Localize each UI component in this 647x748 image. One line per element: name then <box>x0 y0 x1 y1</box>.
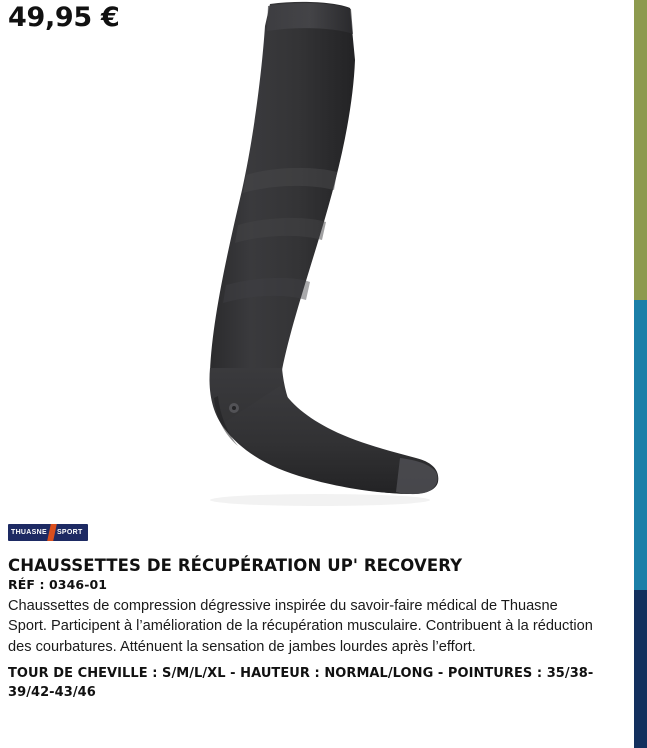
page-edge-color-strip <box>634 0 647 748</box>
edge-strip-segment-olive <box>634 0 647 300</box>
product-reference: RÉF : 0346-01 <box>8 577 108 592</box>
product-specifications: TOUR DE CHEVILLE : S/M/L/XL - HAUTEUR : NORMAL/LONG - POINTURES : 35/38-39/42-43/46 <box>8 666 594 700</box>
brand-logo-sport-label: SPORT <box>56 529 83 536</box>
brand-logo-accent-slash <box>47 524 57 541</box>
product-title: CHAUSSETTES DE RÉCUPÉRATION UP' RECOVERY <box>8 556 463 575</box>
compression-sock-icon <box>150 0 470 520</box>
product-price: 49,95 € <box>8 2 120 33</box>
brand-logo-name: THUASNE <box>11 529 47 536</box>
product-description: Chaussettes de compression dégressive inspirée du savoir-faire médical de Thuasne Sport. Participent à l’amélioration de la récupération musculaire. Contribuent à la réduction des courbatures. Atténuent la sensation de jambes lourdes après l’effort. <box>8 598 593 655</box>
brand-logo <box>8 524 88 541</box>
edge-strip-segment-blue <box>634 300 647 590</box>
product-text-block <box>8 556 596 702</box>
edge-strip-segment-navy <box>634 590 647 748</box>
